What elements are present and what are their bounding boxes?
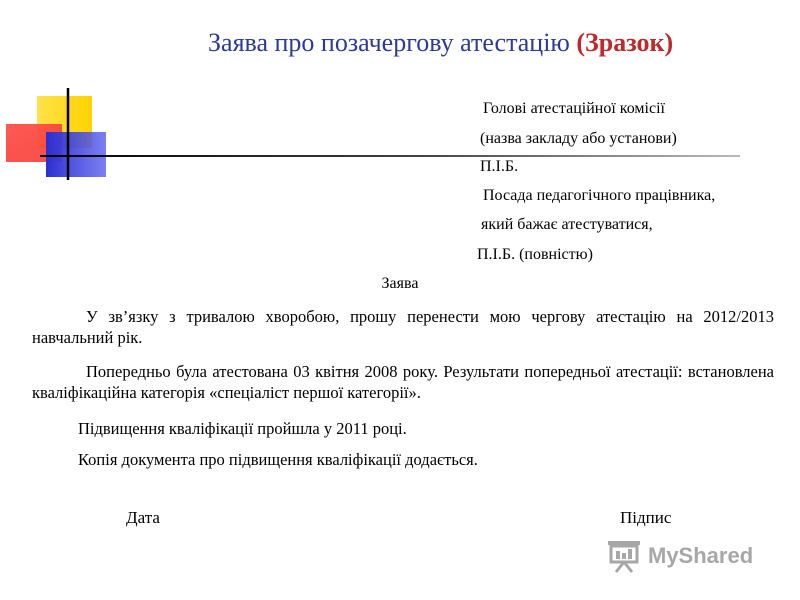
deco-horizontal-line [40, 155, 740, 157]
addressee-line-6: П.І.Б. (повністю) [477, 246, 593, 263]
addressee-line-1: Голові атестаційної комісії [483, 100, 665, 117]
watermark-text: MyShared [648, 543, 754, 568]
title-sample-tag: (Зразок) [576, 28, 674, 57]
paragraph-3: Підвищення кваліфікації пройшла у 2011 році. [78, 419, 407, 438]
deco-red-square [6, 124, 62, 162]
presentation-board-icon [606, 539, 642, 573]
addressee-line-2: (назва закладу або установи) [480, 130, 677, 147]
page-title [208, 28, 788, 58]
paragraph-1: У зв’язку з тривалою хворобою, прошу перенести мою чергову атестацію на 2012/2013 навчальний рік. [32, 307, 774, 347]
signature-label: Підпис [620, 508, 672, 527]
paragraph-4: Копія документа про підвищення кваліфікації додається. [78, 450, 478, 469]
deco-yellow-square [37, 96, 92, 148]
date-label: Дата [126, 508, 160, 527]
title-main: Заява про позачергову атестацію [208, 28, 570, 57]
addressee-line-5: який бажає атестуватися, [481, 216, 653, 233]
statement-heading: Заява [381, 275, 419, 292]
addressee-line-4: Посада педагогічного працівника, [483, 187, 716, 204]
watermark [606, 536, 766, 576]
paragraph-2: Попередньо була атестована 03 квітня 2008 року. Результати попередньої атестації: встановлена кваліфікаційна категорія «спеціаліст першої категорії». [32, 362, 774, 402]
deco-blue-square [46, 132, 106, 177]
addressee-line-3: П.І.Б. [480, 158, 519, 175]
